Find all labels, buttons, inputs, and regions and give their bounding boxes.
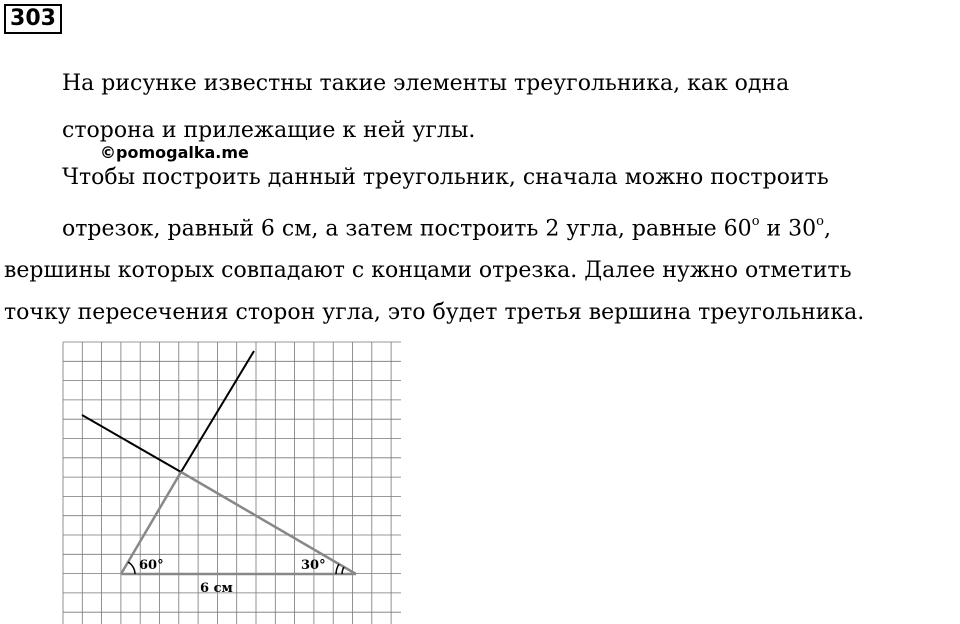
- line-4-comma: ,: [824, 216, 831, 242]
- paragraph-line-5: вершины которых совпадают с концами отрезка. Далее нужно отметить: [4, 258, 852, 283]
- paragraph-line-3: Чтобы построить данный треугольник, сначала можно построить: [62, 165, 829, 190]
- task-number: 303: [4, 4, 62, 34]
- paragraph-line-2: сторона и прилежащие к ней углы.: [62, 118, 476, 143]
- watermark: ©pomogalka.me: [100, 143, 249, 162]
- construction-ray-from-right: [82, 415, 181, 472]
- angle-label-30: 30°: [301, 558, 326, 573]
- line-4-text-b: и 30: [766, 216, 817, 242]
- paragraph-line-1: На рисунке известны такие элементы треугольника, как одна: [62, 71, 790, 96]
- triangle-side-right: [181, 472, 356, 574]
- line-4-text-a: отрезок, равный 6 см, а затем построить 2 угла, равные 60: [62, 216, 752, 242]
- paragraph-line-6: точку пересечения сторон угла, это будет третья вершина треугольника.: [4, 300, 865, 325]
- degree-mark-60: о: [751, 214, 760, 229]
- side-label-6cm: 6 см: [200, 581, 233, 596]
- angle-arc-right-outer: [336, 564, 339, 574]
- degree-mark-30: о: [816, 214, 824, 229]
- angle-arc-left: [128, 562, 135, 574]
- angle-label-60: 60°: [139, 558, 164, 573]
